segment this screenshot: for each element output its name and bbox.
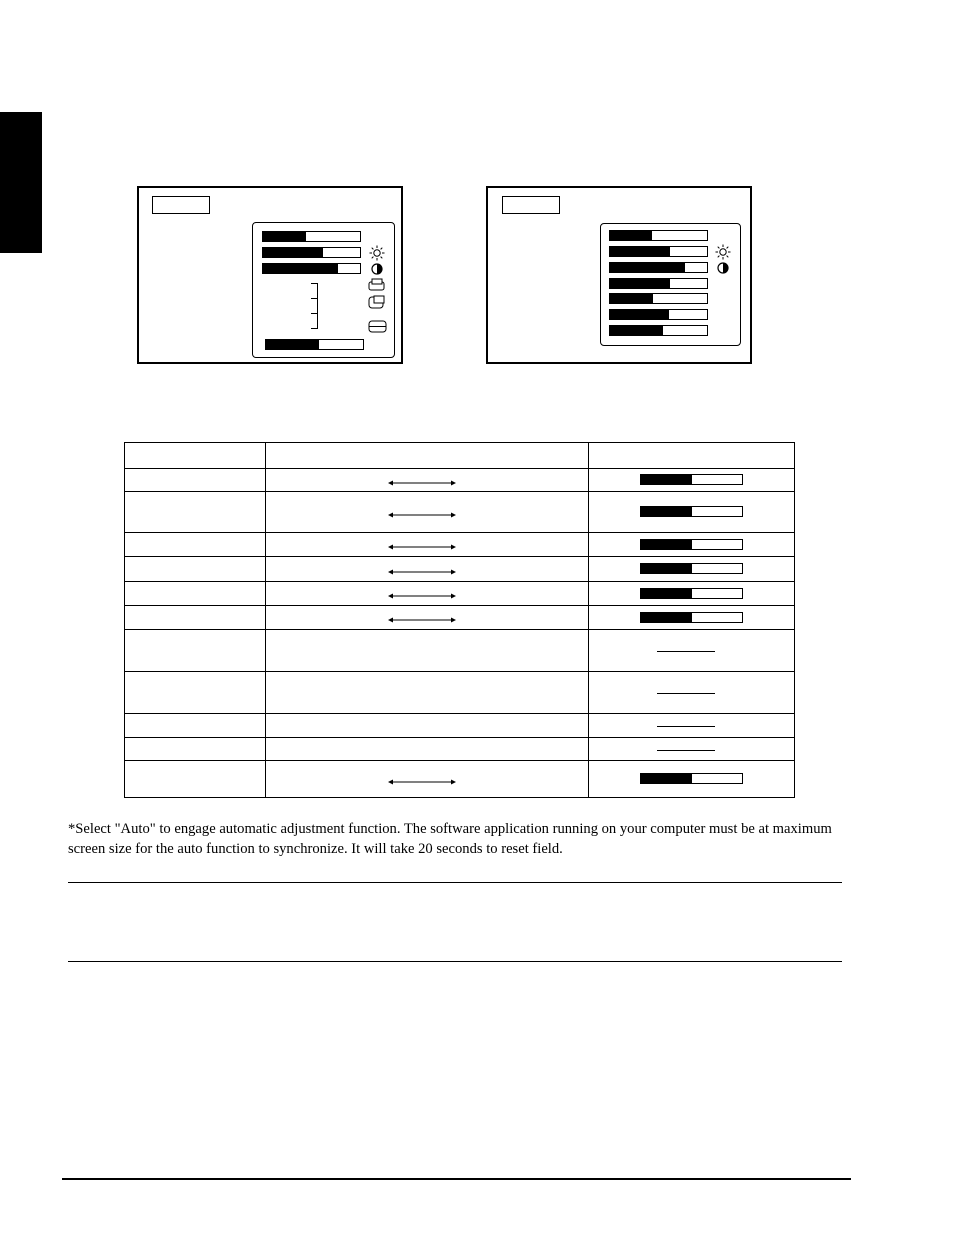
- adjustment-table: [124, 442, 795, 798]
- table-row-divider: [124, 532, 795, 533]
- screen-size-icon: [368, 294, 386, 310]
- contrast-icon: [715, 260, 731, 276]
- osd-bracket-tick: [311, 328, 318, 329]
- osd-menu-left: [137, 186, 403, 364]
- osd-bracket-tick: [311, 283, 318, 284]
- brightness-icon: [715, 244, 731, 260]
- table-row-divider: [124, 671, 795, 672]
- screen-position-icon: [368, 278, 386, 294]
- osd-title-box: [152, 196, 210, 214]
- adjust-range-arrow: [388, 588, 456, 598]
- blank-value-line: [657, 726, 715, 727]
- adjust-range-arrow: [388, 539, 456, 549]
- osd-bracket-tick: [311, 298, 318, 299]
- table-border-right: [794, 442, 795, 798]
- level-bar-indicator: [640, 539, 743, 550]
- osd-level-bar: [609, 293, 708, 304]
- table-row-divider: [124, 605, 795, 606]
- table-column-divider: [265, 442, 266, 798]
- table-column-divider: [588, 442, 589, 798]
- osd-bracket: [317, 283, 318, 329]
- osd-level-bar: [609, 230, 708, 241]
- osd-level-bar: [609, 278, 708, 289]
- osd-level-bar: [262, 247, 361, 258]
- footer-rule: [62, 1178, 851, 1180]
- table-row-divider: [124, 760, 795, 761]
- contrast-icon: [369, 261, 385, 277]
- osd-adjust-panel: [252, 222, 395, 358]
- osd-adjust-panel: [600, 223, 741, 346]
- adjust-range-arrow: [388, 774, 456, 784]
- adjust-range-arrow: [388, 612, 456, 622]
- level-bar-indicator: [640, 612, 743, 623]
- osd-level-bar: [262, 231, 361, 242]
- osd-menu-right: [486, 186, 752, 364]
- table-row-divider: [124, 737, 795, 738]
- table-row-divider: [124, 556, 795, 557]
- osd-level-bar: [609, 325, 708, 336]
- table-row-divider: [124, 468, 795, 469]
- osd-level-bar: [609, 262, 708, 273]
- brightness-icon: [369, 245, 385, 261]
- table-row-divider: [124, 491, 795, 492]
- table-row-divider: [124, 581, 795, 582]
- blank-value-line: [657, 750, 715, 751]
- adjust-range-arrow: [388, 507, 456, 517]
- level-bar-indicator: [640, 773, 743, 784]
- level-bar-indicator: [640, 474, 743, 485]
- adjust-range-arrow: [388, 475, 456, 485]
- osd-level-bar: [262, 263, 361, 274]
- blank-value-line: [657, 651, 715, 652]
- osd-bracket-tick: [311, 313, 318, 314]
- level-bar-indicator: [640, 563, 743, 574]
- osd-level-bar: [609, 246, 708, 257]
- screen-wide-icon: [368, 320, 388, 334]
- section-side-tab: [0, 112, 42, 253]
- osd-level-bar: [265, 339, 364, 350]
- table-border-top: [124, 442, 795, 443]
- level-bar-indicator: [640, 588, 743, 599]
- adjust-range-arrow: [388, 564, 456, 574]
- blank-value-line: [657, 693, 715, 694]
- section-rule-top: [68, 882, 842, 883]
- osd-title-box: [502, 196, 560, 214]
- section-rule-bottom: [68, 961, 842, 962]
- table-border-bottom: [124, 797, 795, 798]
- level-bar-indicator: [640, 506, 743, 517]
- table-border-left: [124, 442, 125, 798]
- table-row-divider: [124, 713, 795, 714]
- table-row-divider: [124, 629, 795, 630]
- osd-level-bar: [609, 309, 708, 320]
- auto-adjust-note: *Select "Auto" to engage automatic adjustment function. The software application running on your computer must be at maximum screen size for the auto function to synchronize. It will take 20 seconds to reset field.: [68, 821, 832, 857]
